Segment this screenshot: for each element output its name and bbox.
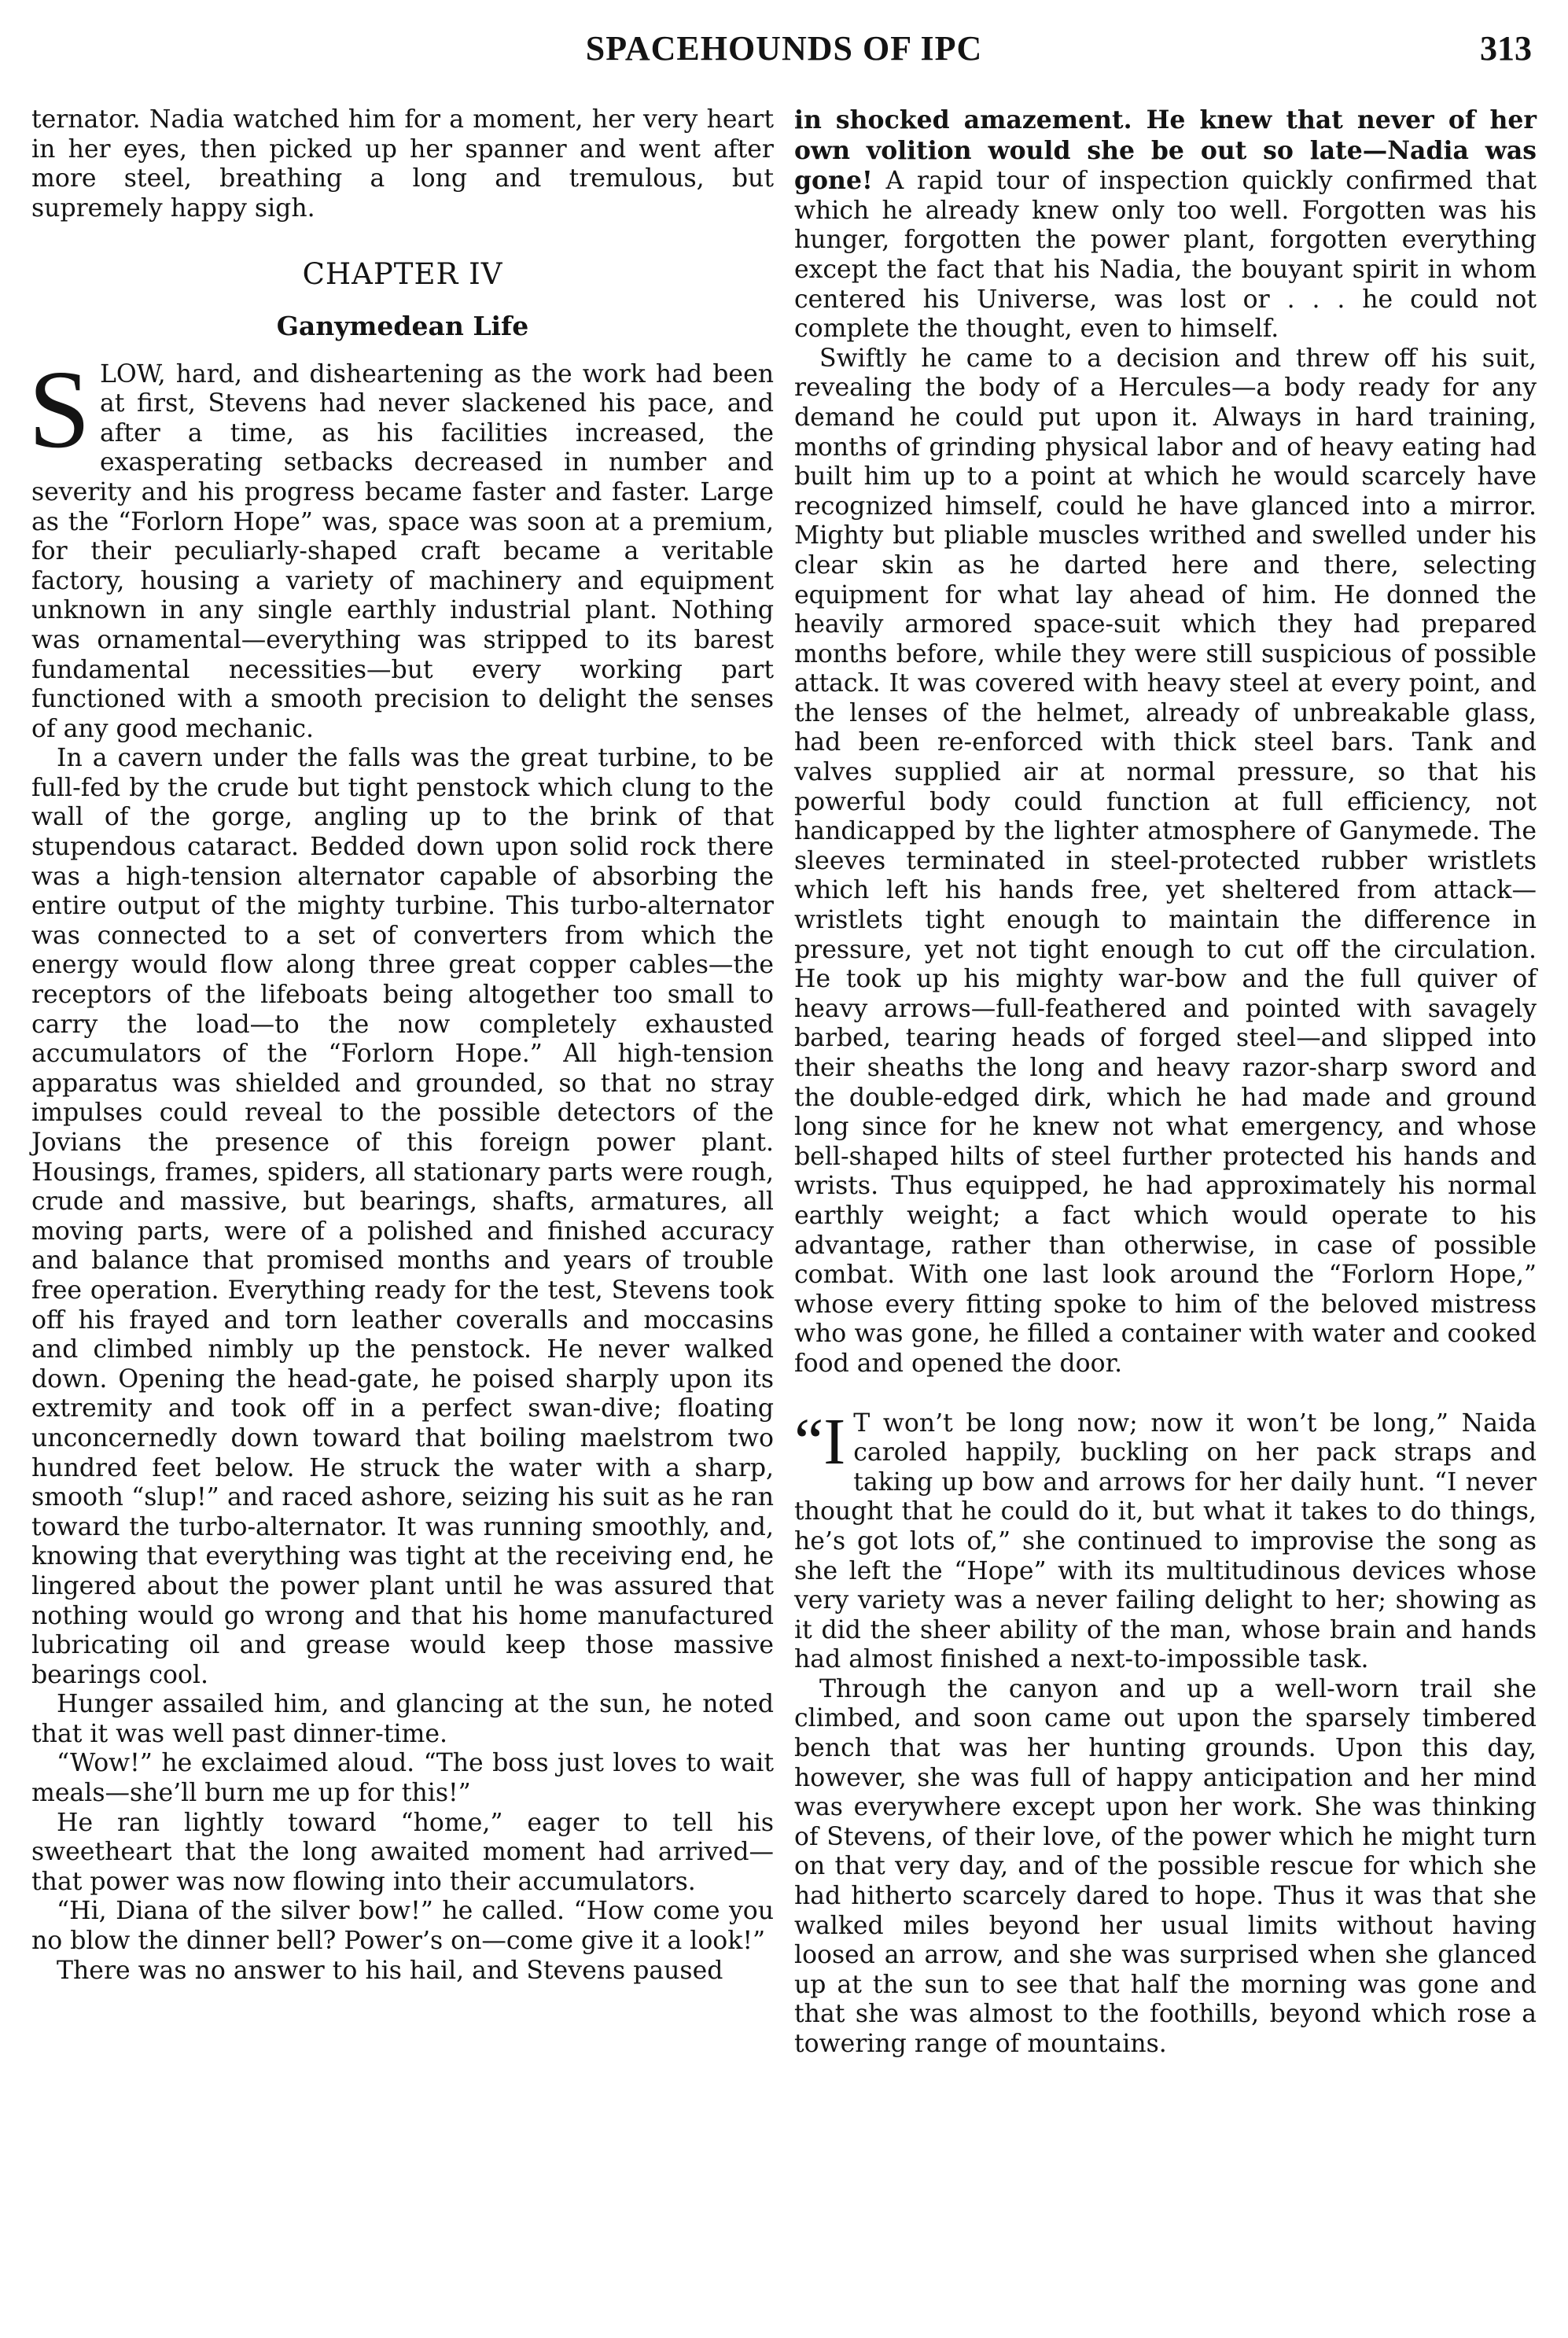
opening-quote-mark: “	[794, 1405, 824, 1478]
chapter-subtitle: Ganymedean Life	[276, 310, 529, 341]
paragraph: There was no answer to his hail, and Stevens paused	[57, 1956, 723, 1985]
chapter-opening-text: LOW, hard, and disheartening as the work had been at first, Stevens had never slackened his pace, and after a time, as his facilities increased, the exasperating setbacks decreased in number and severity and his progress became faster and faster. Large as the “Forlorn Hope” was, space was soon at a premium, for their peculiarly-shaped craft became a veritable factory, housing a variety of machinery and equipment unknown in any single earthly industrial plant. Nothing was ornamental—everything was stripped to its barest fundamental necessities—but every working part functioned with a smooth precision to delight the senses of any good mechanic.	[31, 359, 774, 743]
paragraph-text: A rapid tour of inspection quickly confirmed that which he already knew only too well. Forgotten was his hunger, forgotten the power plant, forgotten everything except the fact that his Nadia, the bouyant spirit in whom centered his Universe, was lost or . . . he could not complete the thought, even to himself.	[794, 167, 1537, 344]
paragraph: Through the canyon and up a well-worn trail she climbed, and soon came out upon the sparsely timbered bench that was her hunting grounds. Upon this day, however, she was full of happy anticipation and her mind was everywhere except upon her work. She was thinking of Stevens, of their love, of the power which he might turn on that very day, and of the possible rescue for which she had hitherto scarcely dared to hope. Thus it was that she walked miles beyond her usual limits without having loosed an arrow, and she was surprised when she glanced up at the sun to see that half the morning was gone and that she was almost to the foothills, beyond which rose a towering range of mountains.	[794, 1674, 1537, 2058]
section-break	[794, 1379, 1537, 1409]
paragraph-continued: ternator. Nadia watched him for a moment, her very heart in her eyes, then picked up her spanner and went after more steel, breathing a long and tremulous, but supremely happy sigh.	[31, 105, 774, 223]
running-head	[31, 22, 1537, 77]
chapter-opening-paragraph	[28, 346, 774, 745]
paragraph: He ran lightly toward “home,” eager to tell his sweetheart that the long awaited moment had arrived—that power was now flowing into their accumulators.	[31, 1808, 774, 1896]
chapter-title: CHAPTER IV	[302, 257, 503, 292]
left-column	[28, 105, 774, 2060]
page-number: 313	[1480, 29, 1532, 68]
paragraph: “Wow!” he exclaimed aloud. “The boss just loves to wait meals—she’ll burn me up for this!”	[31, 1749, 774, 1808]
paragraph: In a cavern under the falls was the great turbine, to be full-fed by the crude but tight penstock which clung to the wall of the gorge, angling up to the brink of that stupendous cataract. Bedded down upon solid rock there was a high-tension alternator capable of absorbing the entire output of the mighty turbine. This turbo-alternator was connected to a set of converters from which the energy would flow along three great copper cables—the receptors of the lifeboats being altogether too small to carry the load—to the now completely exhausted accumulators of the “Forlorn Hope.” All high-tension apparatus was shielded and grounded, so that no stray impulses could reveal to the possible detectors of the Jovians the presence of this foreign power plant. Housings, frames, spiders, all stationary parts were rough, crude and massive, but bearings, shafts, armatures, all moving parts, were of a polished and finished accuracy and balance that promised months and years of trouble free operation. Everything ready for the test, Stevens took off his frayed and torn leather coveralls and moccasins and climbed nimbly up the penstock. He never walked down. Opening the head-gate, he poised sharply upon its extremity and took off in a perfect swan-dive; floating unconcernedly down toward that boiling maelstrom two hundred feet below. He struck the water with a sharp, smooth “slup!” and raced ashore, seizing his suit as he ran toward the turbo-alternator. It was running smoothly, and, knowing that everything was tight at the receiving end, he lingered about the power plant until he was assured that nothing would go wrong and that his home manufactured lubricating oil and grease would keep those massive bearings cool.	[31, 744, 774, 1689]
drop-cap	[794, 1405, 846, 1478]
two-column-body	[28, 105, 1537, 2060]
drop-cap: S	[28, 346, 90, 471]
drop-cap-letter: I	[823, 1405, 846, 1478]
section-opening-paragraph	[794, 1405, 1537, 1675]
right-column	[794, 105, 1537, 2060]
paragraph-continued	[794, 105, 1537, 344]
section-opening-text: T won’t be long now; now it won’t be long,” Naida caroled happily, buckling on her pack straps and taking up bow and arrows for her daily hunt. “I never thought that he could do it, but what it takes to do things, he’s got lots of,” she continued to improvise the song as she left the “Hope” with its multitudinous devices whose very variety was a never failing delight to her; showing as it did the sheer ability of the man, whose brain and hands had almost finished a next-to-impossible task.	[794, 1408, 1537, 1674]
emphasis-text: in shocked amazement. He knew that never of her own volition would she be out so late—Nadia was gone!	[794, 105, 1537, 196]
running-title: SPACEHOUNDS OF IPC	[585, 29, 983, 68]
paragraph: “Hi, Diana of the silver bow!” he called. “How come you no blow the dinner bell? Power’s on—come give it a look!”	[31, 1897, 774, 1956]
paragraph: Hunger assailed him, and glancing at the sun, he noted that it was well past dinner-time.	[31, 1690, 774, 1748]
paragraph: Swiftly he came to a decision and threw off his suit, revealing the body of a Hercules—a body ready for any demand he could put upon it. Always in hard training, months of grinding physical labor and of heavy eating had built him up to a point at which he would scarcely have recognized himself, could he have glanced into a mirror. Mighty but pliable muscles writhed and swelled under his clear skin as he darted here and there, selecting equipment for what lay ahead of him. He donned the heavily armored space-suit which they had prepared months before, while they were still suspicious of possible attack. It was covered with heavy steel at every point, and the lenses of the helmet, already of unbreakable glass, had been re-enforced with thick steel bars. Tank and valves supplied air at normal pressure, so that his powerful body could function at full efficiency, not handicapped by the lighter atmosphere of Ganymede. The sleeves terminated in steel-protected rubber wristlets which left his hands free, yet sheltered from attack—wristlets tight enough to maintain the difference in pressure, yet not tight enough to cut off the circulation. He took up his mighty war-bow and the full quiver of heavy arrows—full-feathered and pointed with savagely barbed, tearing heads of forged steel—and slipped into their sheaths the long and heavy razor-sharp sword and the double-edged dirk, which he had made and ground long since for he knew not what emergency, and whose bell-shaped hilts of steel further protected his hands and wrists. Thus equipped, he had approximately his normal earthly weight; a fact which would operate to his advantage, rather than otherwise, in case of possible combat. With one last look around the “Forlorn Hope,” whose every fitting spoke to him of the beloved mistress who was gone, he filled a container with water and cooked food and opened the door.	[794, 344, 1537, 1378]
